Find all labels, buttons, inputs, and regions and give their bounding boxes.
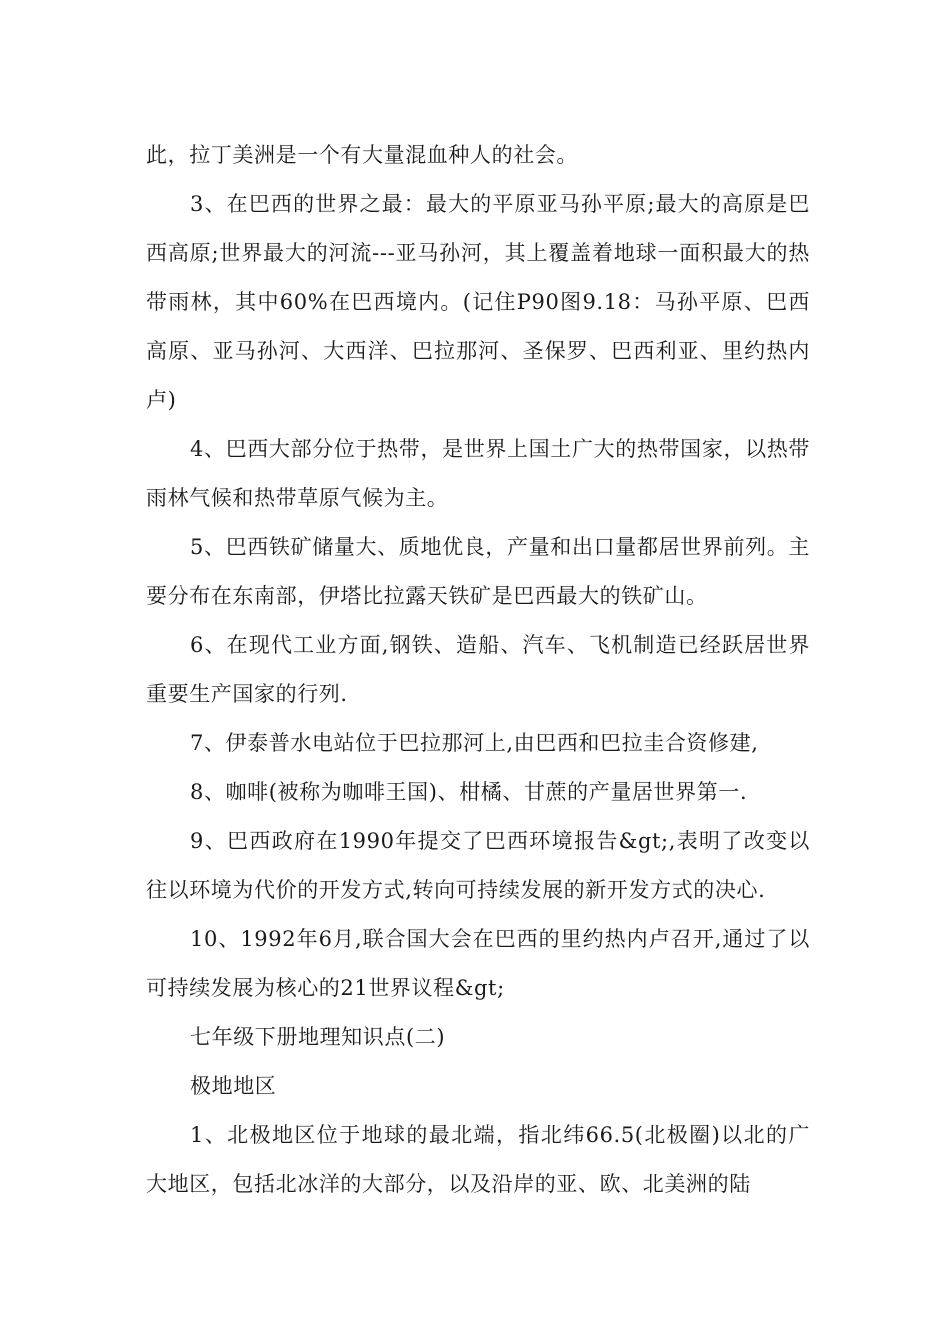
document-body bbox=[146, 131, 810, 1209]
paragraph-item-4: 4、巴西大部分位于热带，是世界上国土广大的热带国家，以热带雨林气候和热带草原气候为主。 bbox=[146, 437, 810, 510]
paragraph-item-5: 5、巴西铁矿储量大、质地优良，产量和出口量都居世界前列。主要分布在东南部，伊塔比拉露天铁矿是巴西最大的铁矿山。 bbox=[146, 535, 810, 608]
paragraph-continuation: 此，拉丁美洲是一个有大量混血种人的社会。 bbox=[146, 143, 578, 167]
section-heading: 七年级下册地理知识点(二) bbox=[190, 1025, 446, 1049]
paragraph-item-9: 9、巴西政府在1990年提交了巴西环境报告&gt;,表明了改变以往以环境为代价的开发方式,转向可持续发展的新开发方式的决心. bbox=[146, 829, 810, 902]
paragraph-item-3: 3、在巴西的世界之最：最大的平原亚马孙平原;最大的高原是巴西高原;世界最大的河流---亚马孙河，其上覆盖着地球一面积最大的热带雨林，其中60%在巴西境内。(记住P90图9.18：马孙平原、巴西高原、亚马孙河、大西洋、巴拉那河、圣保罗、巴西利亚、里约热内卢) bbox=[146, 192, 810, 412]
paragraph-item-10: 10、1992年6月,联合国大会在巴西的里约热内卢召开,通过了以可持续发展为核心的21世界议程&gt; bbox=[146, 927, 810, 1000]
paragraph-item-7: 7、伊泰普水电站位于巴拉那河上,由巴西和巴拉圭合资修建, bbox=[190, 731, 759, 755]
paragraph-item-8: 8、咖啡(被称为咖啡王国)、柑橘、甘蔗的产量居世界第一. bbox=[190, 780, 748, 804]
paragraph-item-1: 1、北极地区位于地球的最北端，指北纬66.5(北极圈)以北的广大地区，包括北冰洋的大部分，以及沿岸的亚、欧、北美洲的陆 bbox=[146, 1123, 810, 1196]
subsection-heading: 极地地区 bbox=[190, 1074, 277, 1098]
paragraph-item-6: 6、在现代工业方面,钢铁、造船、汽车、飞机制造已经跃居世界重要生产国家的行列. bbox=[146, 633, 810, 706]
